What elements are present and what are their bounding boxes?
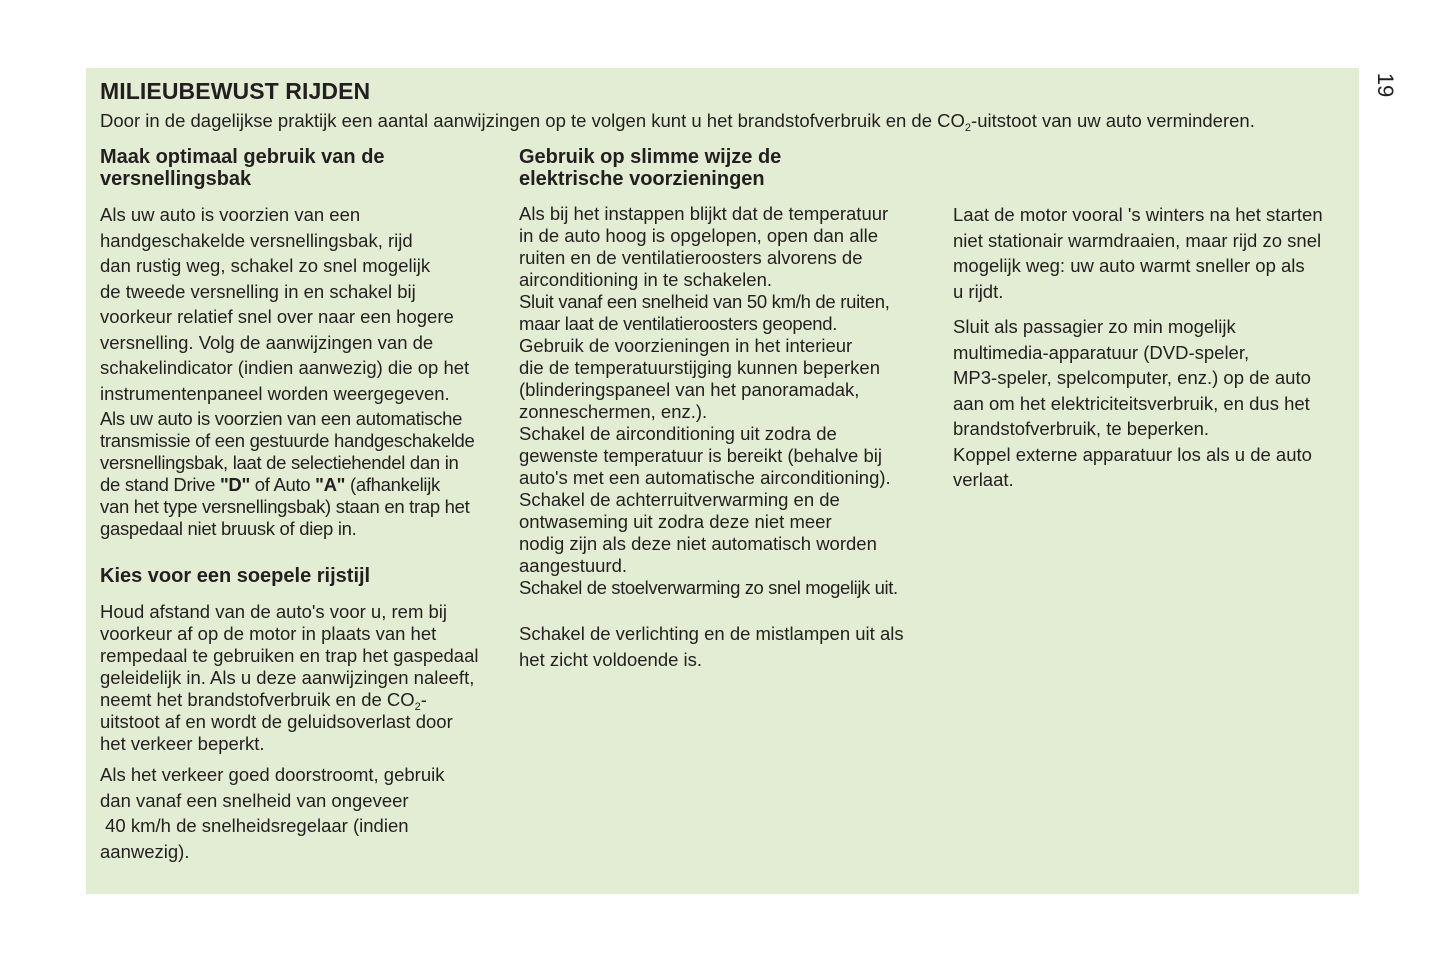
page-title: MILIEUBEWUST RIJDEN bbox=[100, 78, 371, 104]
intro-text bbox=[100, 109, 1255, 133]
text-line: Schakel de achterruitverwarming en de bbox=[519, 489, 840, 510]
lights-paragraph bbox=[519, 621, 939, 672]
text-line: rempedaal te gebruiken en trap het gaspedaal bbox=[100, 645, 479, 666]
text-line: mogelijk weg: uw auto warmt sneller op als bbox=[953, 255, 1305, 276]
text-line: MP3-speler, spelcomputer, enz.) op de auto bbox=[953, 367, 1311, 388]
text-line: het zicht voldoende is. bbox=[519, 648, 703, 670]
section-heading-driving-style: Kies voor een soepele rijstijl bbox=[100, 565, 371, 587]
text-fragment: (afhankelijk bbox=[345, 474, 440, 495]
intro-before: Door in de dagelijkse praktijk een aantal aanwijzingen op te volgen kunt u het brandstofverbruik en de CO bbox=[100, 110, 965, 131]
intro-after: -uitstoot van uw auto verminderen. bbox=[971, 110, 1255, 131]
column-left bbox=[100, 146, 500, 864]
text-line: de tweede versnelling in en schakel bij bbox=[100, 280, 416, 302]
intro-subscript: 2 bbox=[964, 122, 972, 134]
text-line: voorkeur relatief snel over naar een hogere bbox=[100, 306, 454, 327]
text-line: Houd afstand van de auto's voor u, rem bij bbox=[100, 601, 448, 622]
text-line: niet stationair warmdraaien, maar rijd zo snel bbox=[953, 229, 1322, 251]
co2-subscript: 2 bbox=[414, 701, 421, 713]
text-line: multimedia-apparatuur (DVD-speler, bbox=[953, 341, 1250, 363]
text-line: zonneschermen, enz.). bbox=[519, 401, 708, 422]
heading-line: Maak optimaal gebruik van de bbox=[100, 146, 385, 168]
text-line: in de auto hoog is opgelopen, open dan alle bbox=[519, 225, 878, 246]
gearbox-manual-paragraph bbox=[100, 202, 500, 406]
text-line: Als uw auto is voorzien van een automatische bbox=[100, 408, 463, 429]
text-line: die de temperatuurstijging kunnen beperken bbox=[519, 357, 880, 378]
text-line: ontwaseming uit zodra deze niet meer bbox=[519, 511, 832, 532]
text-line: transmissie of een gestuurde handgeschakelde bbox=[100, 430, 475, 451]
text-line: geleidelijk in. Als u deze aanwijzingen naleeft, bbox=[100, 667, 475, 688]
text-line: versnelling. Volg de aanwijzingen van de bbox=[100, 331, 434, 353]
text-line: Laat de motor vooral 's winters na het starten bbox=[953, 204, 1323, 225]
text-line: dan vanaf een snelheid van ongeveer bbox=[100, 789, 409, 811]
text-line: Gebruik de voorzieningen in het interieur bbox=[519, 335, 853, 356]
text-line: voorkeur af op de motor in plaats van het bbox=[100, 623, 437, 644]
heading-line: elektrische voorzieningen bbox=[519, 168, 765, 190]
text-line: het verkeer beperkt. bbox=[100, 733, 265, 754]
multimedia-paragraph bbox=[953, 314, 1353, 493]
text-line: Als bij het instappen blijkt dat de temperatuur bbox=[519, 203, 889, 224]
text-line: 40 km/h de snelheidsregelaar (indien bbox=[100, 815, 409, 836]
text-line: handgeschakelde versnellingsbak, rijd bbox=[100, 229, 413, 251]
column-middle bbox=[519, 146, 939, 672]
heading-line: versnellingsbak bbox=[100, 168, 252, 190]
text-line bbox=[100, 474, 500, 496]
text-line: ruiten en de ventilatieroosters alvorens de bbox=[519, 247, 863, 268]
text-line: dan rustig weg, schakel zo snel mogelijk bbox=[100, 255, 431, 276]
text-line: aanwezig). bbox=[100, 840, 190, 862]
text-line: Schakel de stoelverwarming zo snel mogelijk uit. bbox=[519, 577, 898, 598]
text-fragment: - bbox=[420, 689, 427, 710]
text-fragment: neemt het brandstofverbruik en de CO bbox=[100, 689, 415, 710]
text-line: Sluit als passagier zo min mogelijk bbox=[953, 316, 1236, 337]
heading-line: Gebruik op slimme wijze de bbox=[519, 146, 782, 168]
drive-mode-label: "D" bbox=[219, 474, 250, 495]
text-line: auto's met een automatische airconditioning). bbox=[519, 467, 891, 488]
text-line: Sluit vanaf een snelheid van 50 km/h de ruiten, bbox=[519, 291, 890, 312]
text-line: gewenste temperatuur is bereikt (behalve bij bbox=[519, 445, 882, 466]
text-line: van het type versnellingsbak) staan en trap het bbox=[100, 496, 470, 517]
text-line: brandstofverbruik, te beperken. bbox=[953, 418, 1210, 439]
electrical-paragraph bbox=[519, 203, 939, 599]
column-right bbox=[953, 202, 1353, 493]
section-heading-gearbox bbox=[100, 146, 500, 190]
text-fragment: of Auto bbox=[249, 474, 316, 495]
text-line: Als het verkeer goed doorstroomt, gebruik bbox=[100, 764, 445, 785]
text-fragment: de stand Drive bbox=[100, 474, 220, 495]
text-line: (blinderingspaneel van het panoramadak, bbox=[519, 379, 860, 400]
text-line: versnellingsbak, laat de selectiehendel dan in bbox=[100, 452, 459, 473]
gearbox-automatic-paragraph bbox=[100, 408, 500, 540]
text-line: Als uw auto is voorzien van een bbox=[100, 204, 361, 225]
text-line: verlaat. bbox=[953, 469, 1014, 490]
text-line: instrumentenpaneel worden weergegeven. bbox=[100, 382, 450, 404]
text-line: Schakel de airconditioning uit zodra de bbox=[519, 423, 837, 444]
text-line: airconditioning in te schakelen. bbox=[519, 269, 772, 290]
warm-up-paragraph bbox=[953, 202, 1353, 304]
cruise-control-paragraph bbox=[100, 762, 500, 864]
text-line: uitstoot af en wordt de geluidsoverlast door bbox=[100, 711, 453, 732]
text-line: Koppel externe apparatuur los als u de auto bbox=[953, 443, 1312, 465]
text-line: nodig zijn als deze niet automatisch worden bbox=[519, 533, 877, 554]
text-line: gaspedaal niet bruusk of diep in. bbox=[100, 518, 357, 539]
text-line: aan om het elektriciteitsverbruik, en dus het bbox=[953, 392, 1310, 414]
auto-mode-label: "A" bbox=[315, 474, 346, 495]
text-line: u rijdt. bbox=[953, 280, 1004, 302]
section-heading-electrical bbox=[519, 146, 939, 190]
text-line bbox=[100, 689, 500, 711]
text-line: aangestuurd. bbox=[519, 555, 628, 576]
text-line: schakelindicator (indien aanwezig) die op het bbox=[100, 357, 470, 378]
page-number: 19 bbox=[1373, 72, 1398, 98]
driving-style-paragraph bbox=[100, 601, 500, 755]
text-line: maar laat de ventilatieroosters geopend. bbox=[519, 313, 838, 334]
text-line: Schakel de verlichting en de mistlampen uit als bbox=[519, 623, 904, 644]
